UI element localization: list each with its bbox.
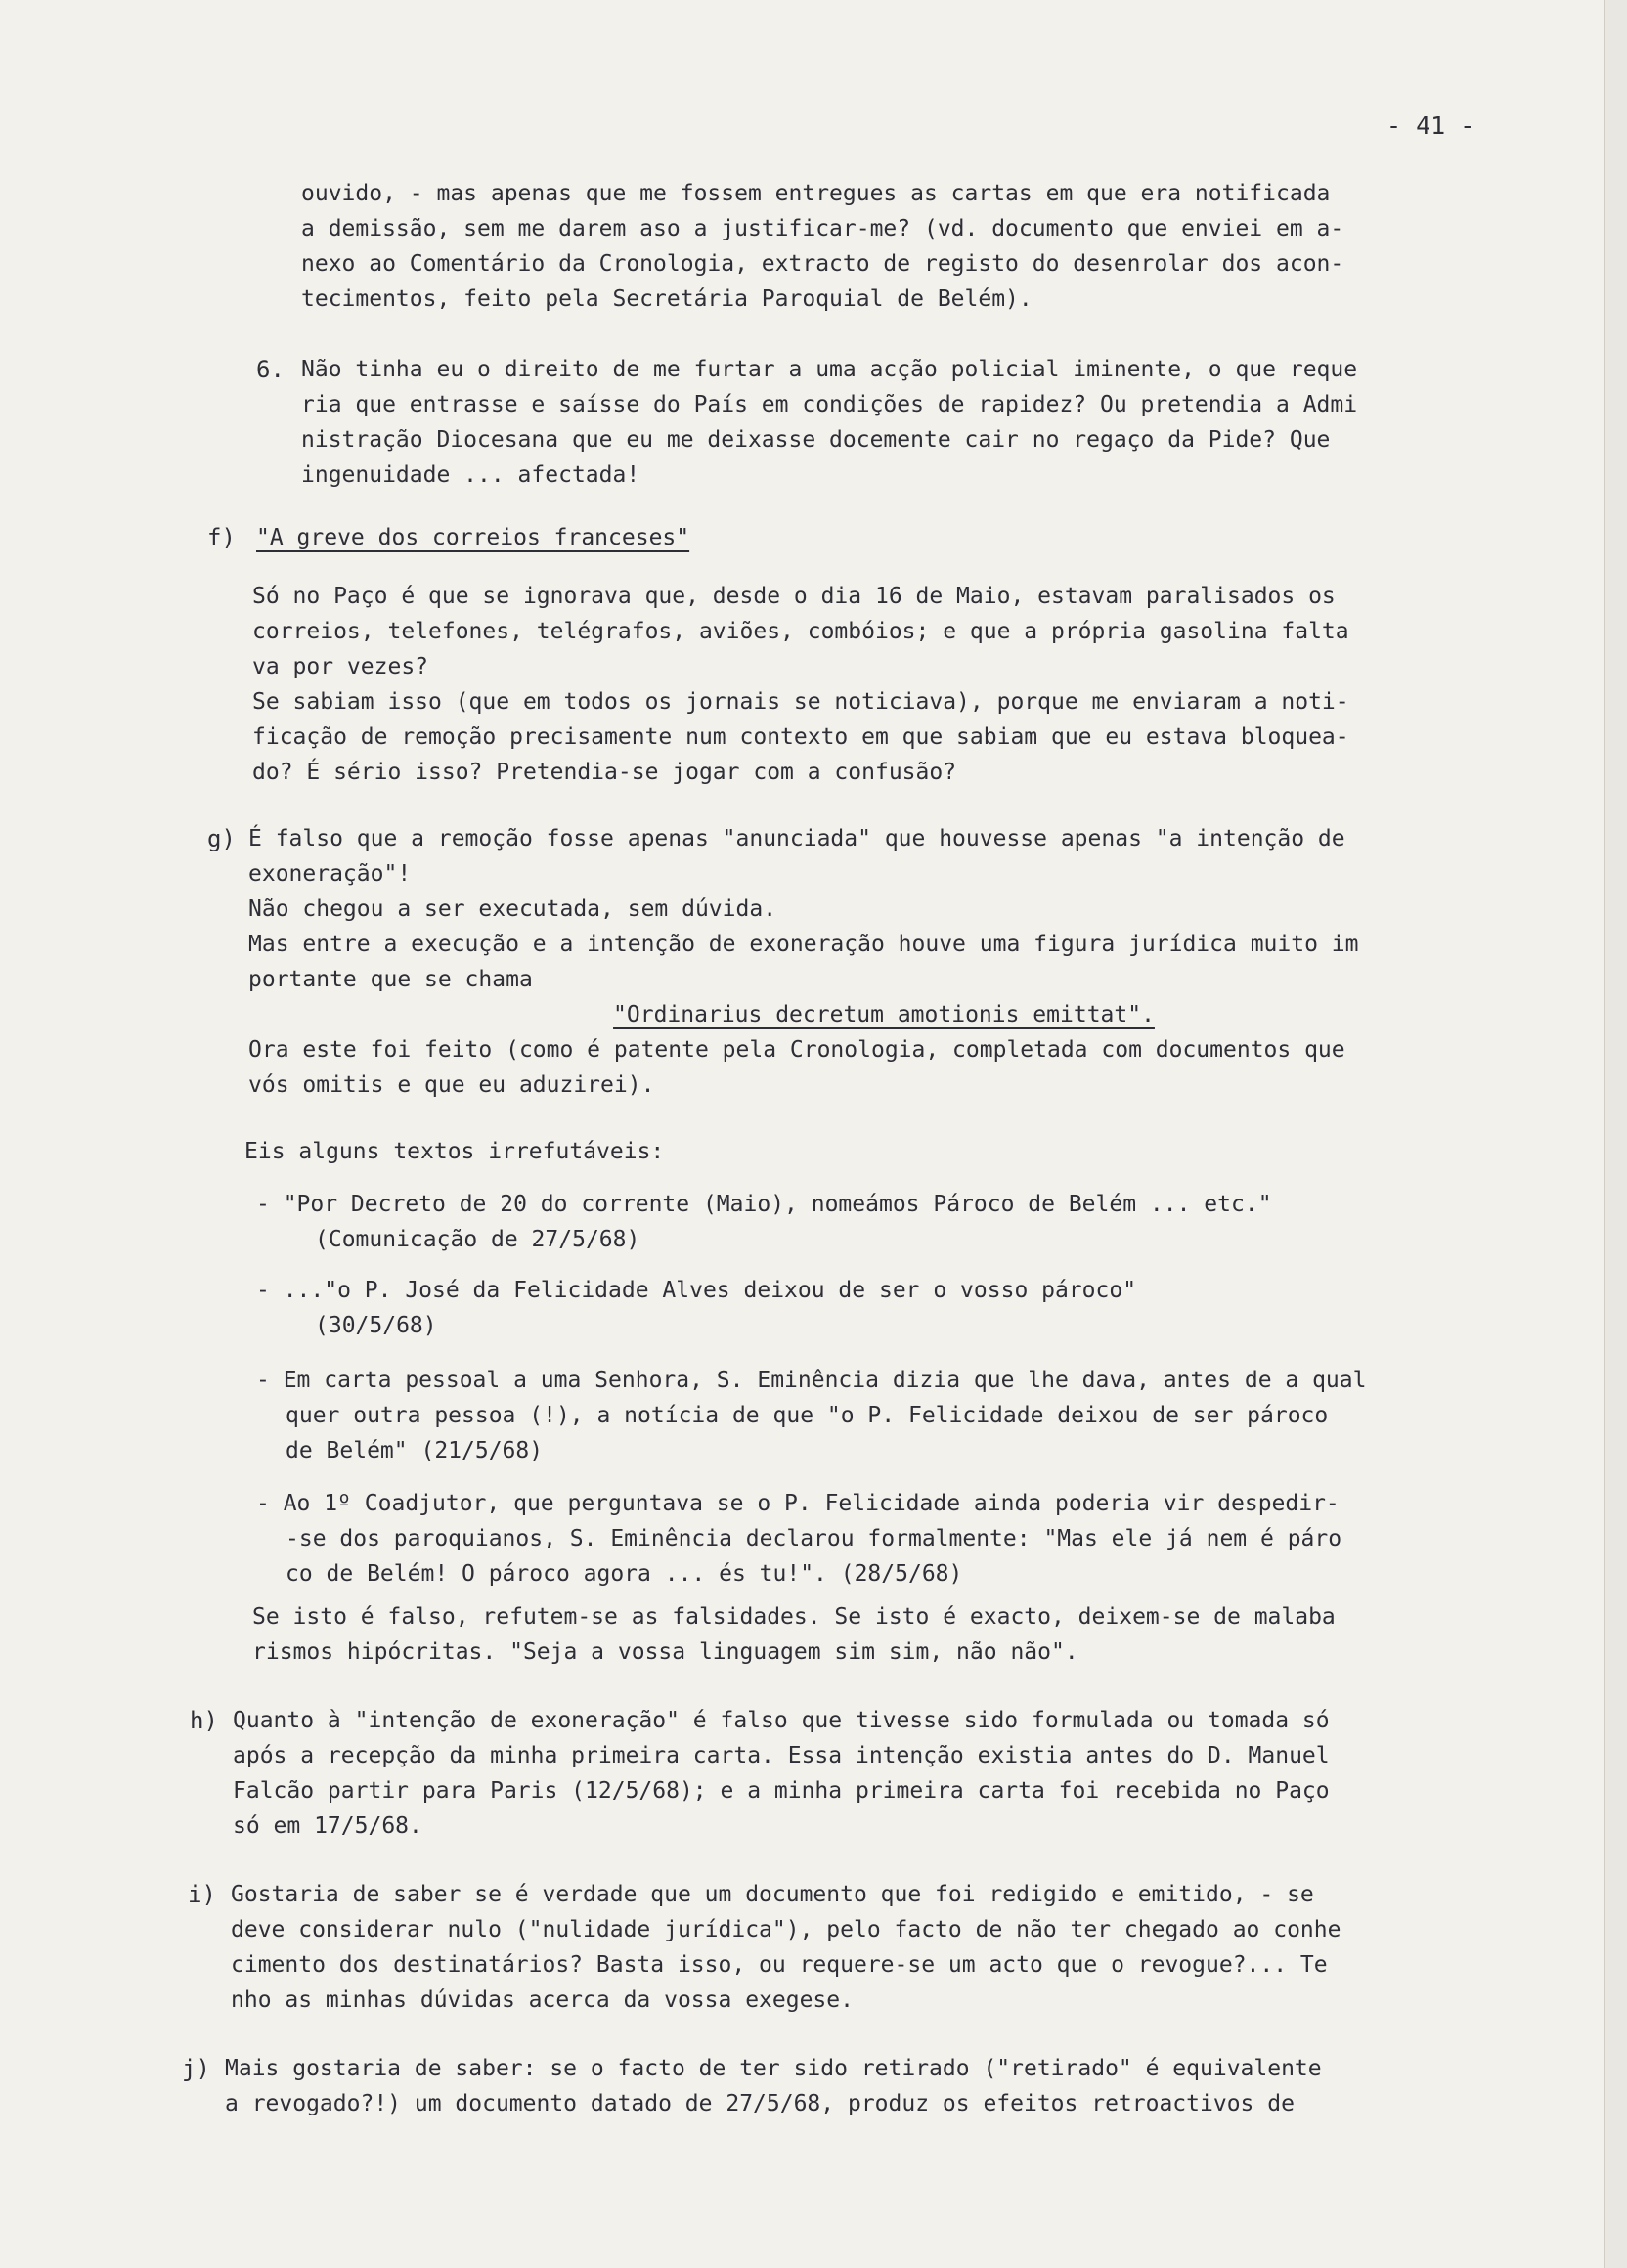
- latin-quote-block: [248, 997, 1519, 1032]
- text-line: (30/5/68): [315, 1313, 437, 1338]
- quote-bullet-3: [256, 1363, 1527, 1468]
- quote-bullet-2: [256, 1273, 1527, 1343]
- item-f-heading: [256, 520, 1234, 555]
- text-line: Gostaria de saber se é verdade que um documento que foi redigido e emitido, - se: [231, 1882, 1314, 1907]
- item-marker-f: f): [207, 524, 236, 551]
- text-line: Se isto é falso, refutem-se as falsidades. Se isto é exacto, deixem-se de malaba: [252, 1604, 1336, 1630]
- text-line: tecimentos, feito pela Secretária Paroquial de Belém).: [301, 286, 1033, 312]
- text-line: só em 17/5/68.: [233, 1813, 422, 1839]
- item-g-text: [248, 821, 1519, 997]
- item-g-closing: [252, 1599, 1523, 1670]
- text-line: cimento dos destinatários? Basta isso, ou requere-se um acto que o revogue?... Te: [231, 1952, 1328, 1978]
- text-line: (Comunicação de 27/5/68): [315, 1227, 640, 1252]
- quote-bullet-1: [256, 1187, 1527, 1257]
- item-h-text: [233, 1703, 1523, 1844]
- text-line: Ora este foi feito (como é patente pela Cronologia, completada com documentos que: [248, 1037, 1345, 1063]
- item-marker-g: g): [207, 825, 236, 852]
- text-line: nistração Diocesana que eu me deixasse docemente cair no regaço da Pide? Que: [301, 427, 1331, 453]
- item-6-text: [301, 352, 1514, 493]
- quote-bullet-4: [256, 1486, 1527, 1592]
- item-i-text: [231, 1877, 1521, 2018]
- item-marker-j: j): [182, 2055, 210, 2082]
- text-line: - Em carta pessoal a uma Senhora, S. Eminência dizia que lhe dava, antes de a qual: [256, 1368, 1367, 1393]
- text-line: nexo ao Comentário da Cronologia, extracto de registo do desenrolar dos acon-: [301, 251, 1344, 277]
- text-line: a demissão, sem me darem aso a justificar-me? (vd. documento que enviei em a-: [301, 216, 1344, 241]
- text-line: ingenuidade ... afectada!: [301, 462, 640, 488]
- text-line: co de Belém! O pároco agora ... és tu!". (28/5/68): [286, 1561, 963, 1587]
- text-line: Se sabiam isso (que em todos os jornais se noticiava), porque me enviaram a noti-: [252, 689, 1349, 715]
- text-line: - ..."o P. José da Felicidade Alves deixou de ser o vosso pároco": [256, 1278, 1137, 1303]
- text-line: correios, telefones, telégrafos, aviões, combóios; e que a própria gasolina falta: [252, 619, 1349, 644]
- text-line: va por vezes?: [252, 654, 429, 679]
- latin-quote: "Ordinarius decretum amotionis emittat".: [613, 1002, 1155, 1027]
- item-f-text: [252, 579, 1514, 790]
- text-line: Não tinha eu o direito de me furtar a uma acção policial iminente, o que reque: [301, 357, 1358, 382]
- text-line: do? É sério isso? Pretendia-se jogar com a confusão?: [252, 760, 957, 785]
- text-line: nho as minhas dúvidas acerca da vossa exegese.: [231, 1987, 854, 2013]
- text-line: deve considerar nulo ("nulidade jurídica"), pelo facto de não ter chegado ao conhe: [231, 1917, 1341, 1942]
- text-line: Não chegou a ser executada, sem dúvida.: [248, 896, 777, 922]
- text-line: Quanto à "intenção de exoneração" é falso que tivesse sido formulada ou tomada só: [233, 1708, 1330, 1733]
- text-line: -se dos paroquianos, S. Eminência declarou formalmente: "Mas ele já nem é páro: [286, 1526, 1342, 1551]
- text-line: ouvido, - mas apenas que me fossem entregues as cartas em que era notificada: [301, 181, 1331, 206]
- text-line: quer outra pessoa (!), a notícia de que "o P. Felicidade deixou de ser pároco: [286, 1403, 1329, 1428]
- text-line: - Ao 1º Coadjutor, que perguntava se o P. Felicidade ainda poderia vir despedir-: [256, 1491, 1340, 1516]
- texts-intro-block: [244, 1134, 1516, 1169]
- text-line: portante que se chama: [248, 967, 533, 992]
- text-line: Falcão partir para Paris (12/5/68); e a minha primeira carta foi recebida no Paço: [233, 1778, 1330, 1804]
- text-line: - "Por Decreto de 20 do corrente (Maio), nomeámos Pároco de Belém ... etc.": [256, 1192, 1272, 1217]
- item-marker-i: i): [188, 1881, 216, 1908]
- paragraph-continuation: [301, 176, 1514, 317]
- item-marker-h: h): [190, 1707, 218, 1734]
- text-line: a revogado?!) um documento datado de 27/5/68, produz os efeitos retroactivos de: [225, 2091, 1295, 2116]
- text-line: Mas entre a execução e a intenção de exoneração houve uma figura jurídica muito im: [248, 932, 1359, 957]
- section-heading: "A greve dos correios franceses": [256, 525, 690, 550]
- text-line: Só no Paço é que se ignorava que, desde o dia 16 de Maio, estavam paralisados os: [252, 584, 1336, 609]
- item-marker-6: 6.: [256, 356, 285, 383]
- item-g-after: [248, 1032, 1519, 1103]
- text-line: exoneração"!: [248, 861, 412, 887]
- text-line: Mais gostaria de saber: se o facto de ter sido retirado ("retirado" é equivalente: [225, 2056, 1322, 2081]
- text-line: rismos hipócritas. "Seja a vossa linguagem sim sim, não não".: [252, 1639, 1078, 1665]
- texts-intro: Eis alguns textos irrefutáveis:: [244, 1139, 665, 1164]
- text-line: É falso que a remoção fosse apenas "anunciada" que houvesse apenas "a intenção de: [248, 826, 1345, 851]
- item-j-text: [225, 2051, 1516, 2121]
- text-line: ria que entrasse e saísse do País em condições de rapidez? Ou pretendia a Admi: [301, 392, 1358, 417]
- text-line: ficação de remoção precisamente num contexto em que sabiam que eu estava bloquea-: [252, 724, 1349, 750]
- text-line: de Belém" (21/5/68): [286, 1438, 544, 1463]
- text-line: após a recepção da minha primeira carta. Essa intenção existia antes do D. Manuel: [233, 1743, 1330, 1768]
- page-number: - 41 -: [1386, 111, 1475, 140]
- text-line: vós omitis e que eu aduzirei).: [248, 1072, 655, 1098]
